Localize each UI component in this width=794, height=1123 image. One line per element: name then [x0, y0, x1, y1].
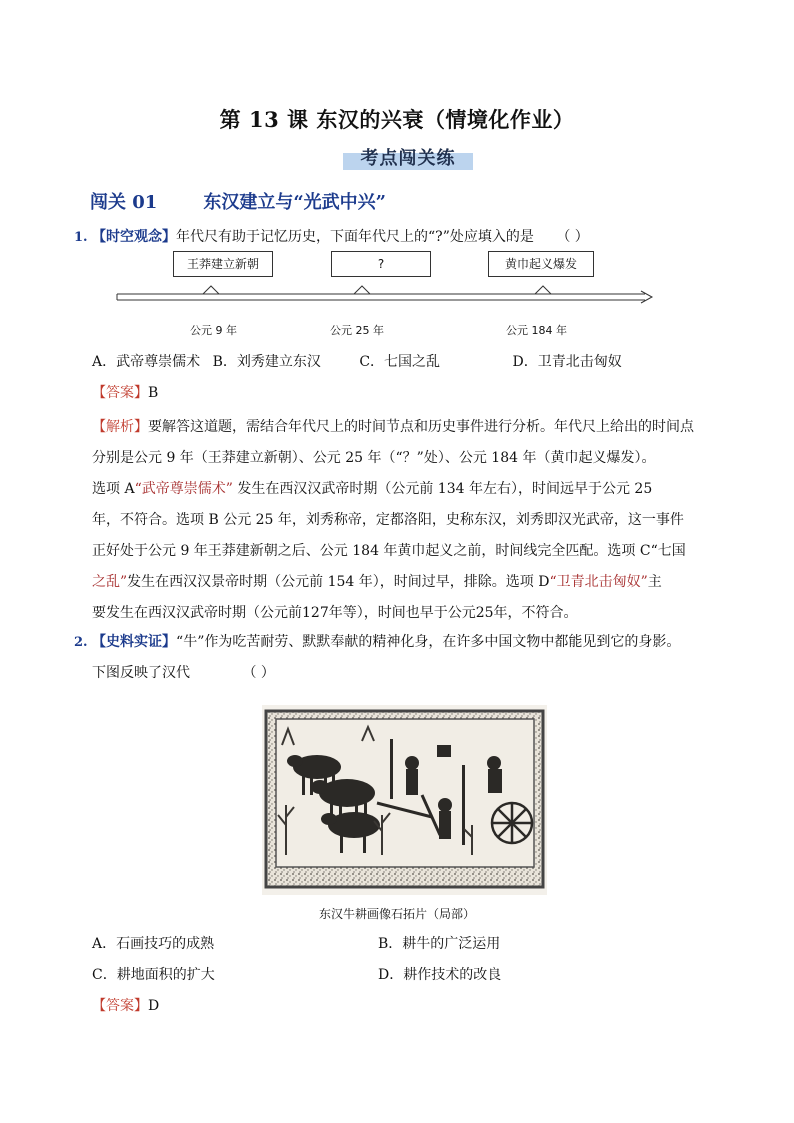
q2-text: “牛”作为吃苦耐劳、默默奉献的精神化身，在许多中国文物中都能见到它的身影。 — [176, 634, 681, 650]
q2-option-a: A．石画技巧的成熟 — [92, 936, 215, 952]
timeline-label-2: 公元 25 年 — [330, 324, 384, 337]
timeline-axis — [0, 248, 794, 308]
page-title: 第 13 课 东汉的兴衰（情境化作业） — [219, 107, 575, 132]
q1-option-d: D．卫青北击匈奴 — [512, 354, 622, 370]
section-badge — [343, 144, 473, 172]
q1-analysis-line-3a: 选项 A — [92, 481, 135, 497]
q1-analysis-line-4: 年，不符合。选项 B 公元 25 年，刘秀称帝，定都洛阳，史称东汉，刘秀即汉光武帝，这一事件 — [92, 512, 684, 528]
q1-number: 1. — [74, 230, 88, 245]
section-name: 东汉建立与“光武中兴” — [203, 192, 387, 213]
q2-stem — [74, 632, 680, 653]
timeline-box-1: 王莽建立新朝 — [173, 251, 273, 277]
q2-paren: （ ） — [242, 665, 275, 681]
q2-option-c: C．耕地面积的扩大 — [92, 967, 215, 983]
q1-analysis-line-6c: “卫青北击匈奴” — [549, 574, 648, 590]
badge-label: 考点闯关练 — [360, 148, 456, 169]
q1-analysis-line-2: 分别是公元 9 年（王莽建立新朝）、公元 25 年（“？”处）、公元 184 年（黄巾起义爆发）。 — [92, 450, 656, 466]
q2-answer — [92, 996, 159, 1016]
q1-analysis-line-6b: 发生在西汉汉景帝时期（公元前 154 年），时间过早，排除。选项 D — [127, 574, 550, 590]
image-caption: 东汉牛耕画像石拓片（局部） — [318, 907, 475, 921]
q1-answer-tag: 【答案】 — [92, 385, 148, 401]
q1-analysis-line-3b: “武帝尊崇儒术” — [134, 481, 233, 497]
q1-analysis-line-6a: 之乱” — [92, 574, 128, 590]
q1-analysis — [92, 412, 694, 629]
stone-rubbing-image — [262, 705, 547, 895]
q1-analysis-line-1: 要解答这道题，需结合年代尺上的时间节点和历史事件进行分析。年代尺上给出的时间点 — [148, 419, 694, 435]
timeline-box-2: ? — [331, 251, 431, 277]
timeline-label-1: 公元 9 年 — [190, 324, 237, 337]
q1-answer — [92, 383, 158, 403]
section-level: 闯关 01 — [90, 192, 158, 213]
q1-tag: 【时空观念】 — [92, 229, 177, 245]
q1-stem — [74, 227, 589, 248]
q2-option-d: D．耕作技术的改良 — [378, 967, 502, 983]
q1-timeline — [0, 248, 794, 340]
q1-analysis-line-3c: 发生在西汉汉武帝时期（公元前 134 年左右），时间远早于公元 25 — [232, 481, 653, 497]
q2-text-2: 下图反映了汉代 — [92, 665, 190, 681]
q2-stem-2 — [92, 663, 275, 683]
section-heading — [90, 188, 386, 214]
q1-options — [92, 352, 622, 372]
q1-paren: （ ） — [556, 229, 589, 245]
q1-option-a: A．武帝尊崇儒术 — [92, 354, 201, 370]
q1-analysis-line-7: 要发生在西汉汉武帝时期（公元前127年等），时间也早于公元25年，不符合。 — [92, 605, 578, 621]
q1-analysis-line-6d: 主 — [647, 574, 662, 590]
q1-analysis-tag: 【解析】 — [92, 419, 148, 435]
q2-answer-value: D — [148, 998, 160, 1014]
q1-option-b: B．刘秀建立东汉 — [212, 354, 321, 370]
q1-text: 年代尺有助于记忆历史，下面年代尺上的“?”处应填入的是 — [176, 229, 534, 245]
q1-answer-value: B — [148, 385, 159, 401]
q2-option-b: B．耕牛的广泛运用 — [378, 936, 501, 952]
q2-tag: 【史料实证】 — [92, 634, 177, 650]
timeline-box-3: 黄巾起义爆发 — [488, 251, 594, 277]
q2-number: 2. — [74, 635, 88, 650]
q2-answer-tag: 【答案】 — [92, 998, 148, 1014]
q1-analysis-line-5: 正好处于公元 9 年王莽建新朝之后、公元 184 年黄巾起义之前，时间线完全匹配。选项 C“七国 — [92, 543, 686, 559]
q1-option-c: C．七国之乱 — [359, 354, 441, 370]
timeline-label-3: 公元 184 年 — [506, 324, 567, 337]
